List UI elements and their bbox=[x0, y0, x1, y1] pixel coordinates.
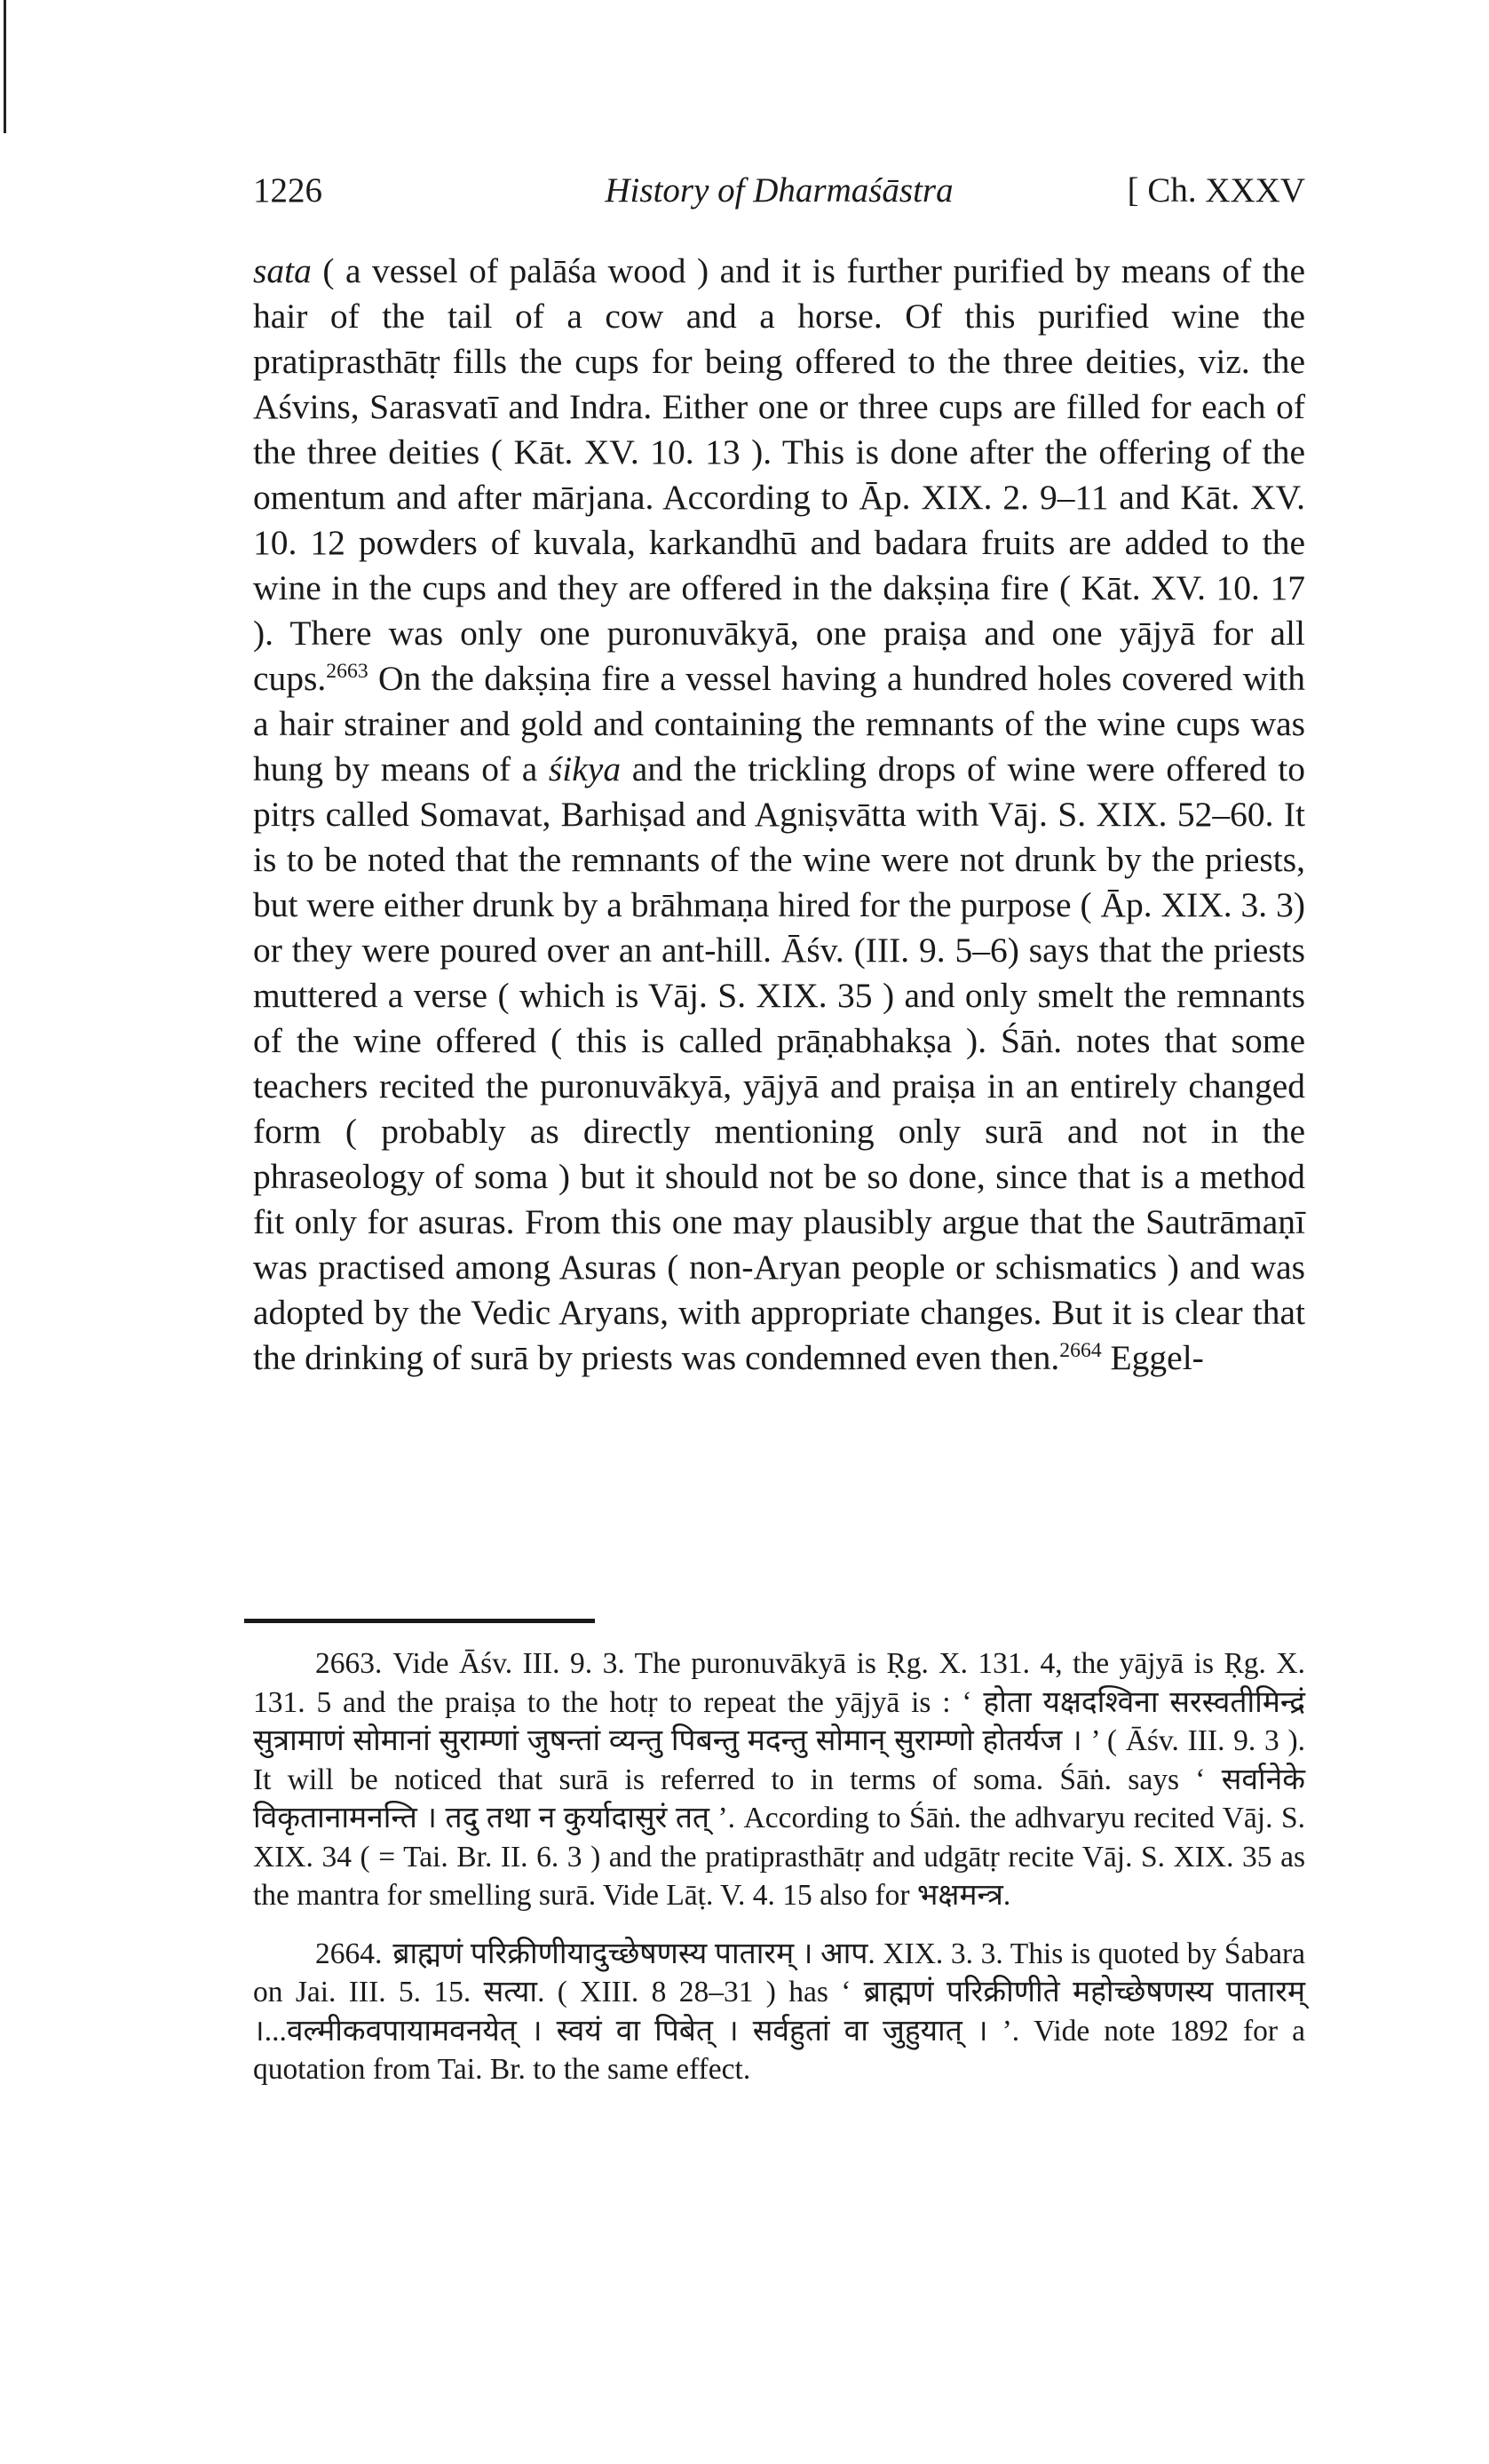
term-italic: śikya bbox=[548, 749, 622, 788]
page-header bbox=[253, 170, 1305, 224]
body-paragraph bbox=[253, 249, 1305, 1381]
main-text bbox=[253, 249, 1305, 1381]
text-run: and the trickling drops of wine were offered to pitṛs called Somavat, Barhiṣad and Agniṣvātta with Vāj. S. XIX. 52–60. It is to be noted that the remnants of the wine were not drunk by the priests, but were either drunk by a brāhmaṇa hired for the purpose ( Āp. XIX. 3. 3) or they were poured over an ant-hill. Āśv. (III. 9. 5–6) says that the priests muttered a verse ( which is Vāj. S. XIX. 35 ) and only smelt the remnants of the wine offered ( this is called prāṇabhakṣa ). Śāṅ. notes that some teachers recited the puronuvākyā, yājyā and praiṣa in an entirely changed form ( probably as directly mentioning only surā and not in the phraseology of soma ) but it should not be so done, since that is a method fit only for asuras. From this one may plausibly argue that the Sautrāmaṇī was practised among Asuras ( non-Aryan people or schismatics ) and was adopted by the Vedic Aryans, with appropriate changes. But it is clear that the drinking of surā by priests was condemned even then. bbox=[253, 749, 1305, 1377]
footnote-ref[interactable]: 2663 bbox=[326, 659, 368, 683]
text-run: Eggel- bbox=[1101, 1338, 1204, 1377]
footnote-text: Vide Āśv. III. 9. 3. The puronuvākyā is Ṛg. X. 131. 4, the yājyā is Ṛg. X. 131. 5 and the praiṣa to the hotṛ to repeat the yājyā is : ‘ होता यक्षदश्विना सरस्वतीमिन्द्रं सुत्रामाणं सोमानां सुराम्णां जुषन्तां व्यन्तु पिबन्तु मदन्तु सोमान् सुराम्णो होतर्यज । ’ ( Āśv. III. 9. 3 ). It will be noticed that surā is referred to in terms of soma. Śāṅ. says ‘ सर्वानेके विकृतानामनन्ति । तदु तथा न कुर्यादासुरं तत् ’. According to Śāṅ. the adhvaryu recited Vāj. S. XIX. 34 ( = Tai. Br. II. 6. 3 ) and the pratiprasthātṛ and udgātṛ recite Vāj. S. XIX. 35 as the mantra for smelling surā. Vide Lāṭ. V. 4. 15 also for भक्षमन्त्र. bbox=[253, 1647, 1305, 1912]
chapter-reference: [ Ch. XXXV bbox=[1127, 171, 1305, 210]
footnote-text: ब्राह्मणं परिक्रीणीयादुच्छेषणस्य पातारम् । आप. XIX. 3. 3. This is quoted by Śabara on Jai. III. 5. 15. सत्या. ( XIII. 8 28–31 ) has ‘ ब्राह्मणं परिक्रीणीते महोच्छेषणस्य पातारम् ।...वल्मीकवपायामवनयेत् । स्वयं वा पिबेत् । सर्वहुतां वा जुहुयात् । ’. Vide note 1892 for a quotation from Tai. Br. to the same effect. bbox=[253, 1937, 1305, 2086]
footnote-number: 2664. bbox=[315, 1937, 383, 1970]
running-title: History of Dharmaśāstra bbox=[605, 171, 954, 210]
text-run: On the dakṣiṇa fire a vessel having a hundred holes covered with a hair strainer and gold and containing the remnants of the wine cups was hung by means of a bbox=[253, 659, 1305, 788]
scan-edge-mark bbox=[4, 0, 6, 133]
footnote-divider bbox=[244, 1619, 595, 1623]
footnote-number: 2663. bbox=[315, 1647, 383, 1680]
page-number: 1226 bbox=[253, 171, 322, 210]
footnote bbox=[253, 1644, 1305, 1915]
footnote bbox=[253, 1935, 1305, 2089]
footnotes bbox=[253, 1644, 1305, 2089]
term-italic: sata bbox=[253, 251, 312, 290]
text-run: ( a vessel of palāśa wood ) and it is further purified by means of the hair of the tail of a cow and a horse. Of this purified wine the pratiprasthātṛ fills the cups for being offered to the three deities, viz. the Aśvins, Sarasvatī and Indra. Either one or three cups are filled for each of the three deities ( Kāt. XV. 10. 13 ). This is done after the offering of the omentum and after mārjana. According to Āp. XIX. 2. 9–11 and Kāt. XV. 10. 12 powders of kuvala, karkandhū and badara fruits are added to the wine in the cups and they are offered in the dakṣiṇa fire ( Kāt. XV. 10. 17 ). There was only one puronuvākyā, one praiṣa and one yājyā for all cups. bbox=[253, 251, 1305, 698]
footnote-ref[interactable]: 2664 bbox=[1059, 1338, 1102, 1362]
